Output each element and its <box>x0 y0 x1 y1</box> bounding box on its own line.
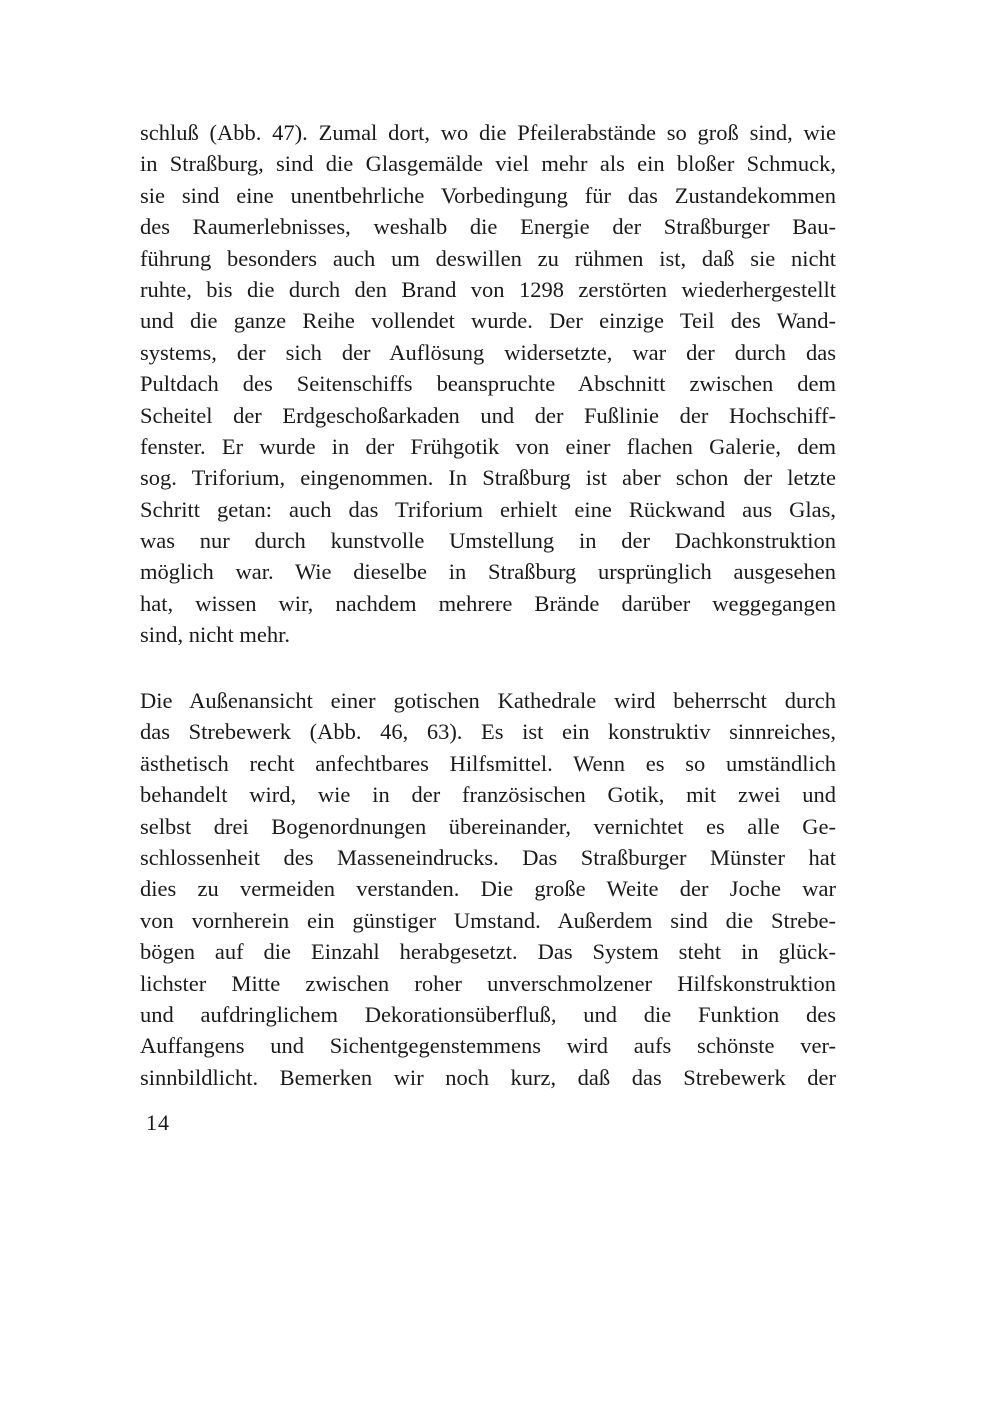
text-line: und die ganze Reihe vollendet wurde. Der einzige Teil des Wand- <box>140 308 836 334</box>
paragraph-1 <box>140 117 836 651</box>
text-line: lichster Mitte zwischen roher unverschmolzener Hilfskonstruktion <box>140 970 836 996</box>
text-line: möglich war. Wie dieselbe in Straßburg ursprünglich ausgesehen <box>140 559 836 585</box>
text-line: schluß (Abb. 47). Zumal dort, wo die Pfeilerabstände so groß sind, wie <box>140 120 836 145</box>
text-line: Die Außenansicht einer gotischen Kathedrale wird beherrscht durch <box>140 688 836 713</box>
text-line: und aufdringlichem Dekorationsüberfluß, und die Funktion des <box>140 1001 836 1027</box>
paragraph-2 <box>140 685 836 1093</box>
text-line: Schritt getan: auch das Triforium erhielt eine Rückwand aus Glas, <box>140 496 836 522</box>
text-line: Pultdach des Seitenschiffs beanspruchte Abschnitt zwischen dem <box>140 371 836 397</box>
text-line: selbst drei Bogenordnungen übereinander, vernichtet es alle Ge- <box>140 813 836 839</box>
text-line: behandelt wird, wie in der französischen Gotik, mit zwei und <box>140 782 836 808</box>
text-line: fenster. Er wurde in der Frühgotik von einer flachen Galerie, dem <box>140 433 836 459</box>
text-line: Auffangens und Sichentgegenstemmens wird aufs schönste ver- <box>140 1033 836 1059</box>
text-line: was nur durch kunstvolle Umstellung in der Dachkonstruktion <box>140 528 836 554</box>
text-line: ästhetisch recht anfechtbares Hilfsmittel. Wenn es so umständlich <box>140 750 836 776</box>
text-line: schlossenheit des Masseneindrucks. Das Straßburger Münster hat <box>140 844 836 870</box>
text-line: sinnbildlicht. Bemerken wir noch kurz, daß das Strebewerk der <box>140 1064 836 1090</box>
text-line: sie sind eine unentbehrliche Vorbedingung für das Zustandekommen <box>140 182 836 208</box>
text-line: sind, nicht mehr. <box>140 622 290 648</box>
text-line: bögen auf die Einzahl herabgesetzt. Das System steht in glück- <box>140 939 836 965</box>
text-line: von vornherein ein günstiger Umstand. Außerdem sind die Strebe- <box>140 907 836 933</box>
text-line: ruhte, bis die durch den Brand von 1298 zerstörten wiederhergestellt <box>140 276 836 302</box>
text-line: sog. Triforium, eingenommen. In Straßburg ist aber schon der letzte <box>140 465 836 491</box>
page-number: 14 <box>146 1110 170 1135</box>
text-line: dies zu vermeiden verstanden. Die große Weite der Joche war <box>140 876 836 902</box>
text-line: in Straßburg, sind die Glasgemälde viel mehr als ein bloßer Schmuck, <box>140 151 836 177</box>
text-line: das Strebewerk (Abb. 46, 63). Es ist ein konstruktiv sinnreiches, <box>140 719 836 745</box>
text-line: hat, wissen wir, nachdem mehrere Brände darüber weggegangen <box>140 590 836 616</box>
text-line: Scheitel der Erdgeschoßarkaden und der Fußlinie der Hochschiff- <box>140 402 836 428</box>
text-line: systems, der sich der Auflösung widersetzte, war der durch das <box>140 339 836 365</box>
text-line: führung besonders auch um deswillen zu rühmen ist, daß sie nicht <box>140 245 836 271</box>
text-line: des Raumerlebnisses, weshalb die Energie der Straßburger Bau- <box>140 214 836 240</box>
